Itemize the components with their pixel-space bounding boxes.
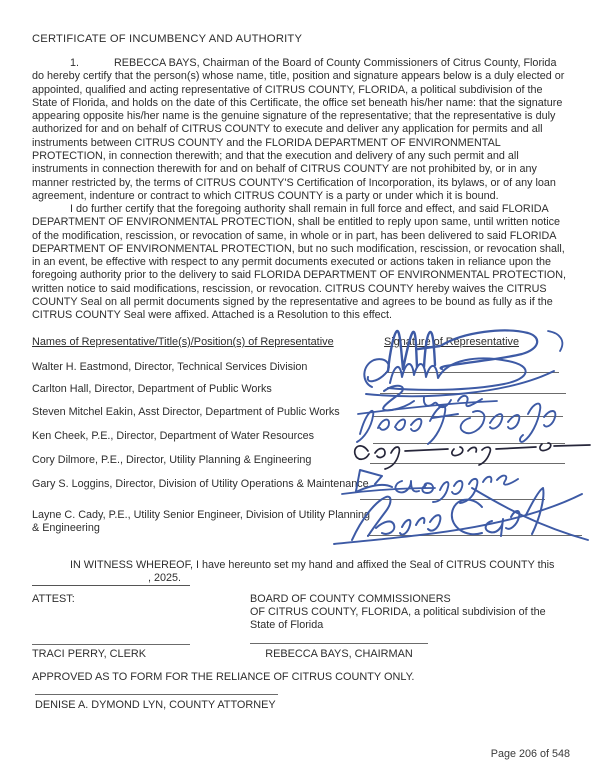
paragraph-2: I do further certify that the foregoing authority shall remain in full force and effect, and said FLORIDA DEPARTMENT OF ENVIRONMENTAL PROTECTION, shall be entitled to reply upon same, until written notice of the modification, rescission, or revocation of same, in whole or in part, has been delivered to said FLORIDA DEPARTMENT OF ENVIRONMENTAL PROTECTION, but no such modification, rescission, or revocation shall, in an event, be effective with respect to any permit documents executed or actions taken in reliance upon the foregoing authority prior to the delivery to said FLORIDA DEPARTMENT OF ENVIRONMENTAL PROTECTION, written notice to said modifications, rescission, or revocation. CITRUS COUNTY hereby waives the CITRUS COUNTY Seal on all permit documents signed by the representative and agrees to be bound as fully as if the CITRUS COUNTY Seal were affixed. Attached is a Resolution to this effect. (32, 203, 567, 322)
document-title: CERTIFICATE OF INCUMBENCY AND AUTHORITY (32, 33, 303, 45)
witness-clause: IN WITNESS WHEREOF, I have hereunto set my hand and affixed the Seal of CITRUS COUNTY this (70, 559, 555, 571)
representative-name: Carlton Hall, Director, Department of Public Works (32, 383, 272, 395)
attorney-signature-line (35, 694, 278, 695)
representative-name: Ken Cheek, P.E., Director, Department of Water Resources (32, 430, 315, 442)
signature-line (360, 499, 545, 500)
board-line-1: BOARD OF COUNTY COMMISSIONERS (250, 593, 451, 605)
attorney-name: DENISE A. DYMOND LYN, COUNTY ATTORNEY (35, 699, 276, 711)
board-block (250, 593, 572, 633)
signature-line (367, 535, 582, 536)
page-number: Page 206 of 548 (490, 748, 570, 760)
date-blank-line (32, 572, 190, 586)
attest-label: ATTEST: (32, 593, 75, 605)
representative-name: Walter H. Eastmond, Director, Technical Services Division (32, 361, 308, 373)
chairman-signature-line (250, 643, 428, 644)
representative-name: Gary S. Loggins, Director, Division of Utility Operations & Maintenance (32, 478, 369, 490)
representative-name: Steven Mitchel Eakin, Asst Director, Department of Public Works (32, 406, 340, 418)
representatives-section (32, 336, 588, 564)
names-column-header: Names of Representative/Title(s)/Position(s) of Representative (32, 336, 334, 348)
signature-walter-eastmond (380, 327, 575, 377)
signature-line (373, 443, 565, 444)
signature-line (373, 416, 563, 417)
signature-ken-cheek (350, 396, 565, 448)
representative-name: Layne C. Cady, P.E., Utility Senior Engineer, Division of Utility Planning & Engineering (32, 509, 371, 535)
representative-name: Cory Dilmore, P.E., Director, Utility Planning & Engineering (32, 454, 312, 466)
chairman-name: REBECCA BAYS, CHAIRMAN (265, 648, 413, 660)
signature-line (380, 393, 566, 394)
clerk-signature-line (32, 644, 190, 645)
paragraph-1-text: REBECCA BAYS, Chairman of the Board of County Commissioners of Citrus County, Florida do hereby certify that the person(s) whose name, title, position and signature appears below is a duly elected or appointed, qualified and acting representative of CITRUS COUNTY, FLORIDA, a political subdivision of the State of Florida, and holds on the date of this Certificate, the office set beneath his/her name: that the signature appearing opposite his/her name is the genuine signature of the representative; that the representative is duly authorized for and on behalf of CITRUS COUNTY to execute and deliver any application for permits and all instruments between CITRUS COUNTY and the FLORIDA DEPARTMENT OF ENVIRONMENTAL PROTECTION, in connection therewith; and that the execution and delivery of any such permit and all instruments in connection therewith for and on behalf of CITRUS COUNTY are not prohibited by, or in any manner restricted by, the terms of CITRUS COUNTY'S Certification of Incorporation, its bylaws, or of any loan agreement, indenture or contract to which CITRUS COUNTY is a party or under which it is bound. (32, 57, 565, 202)
clerk-name: TRACI PERRY, CLERK (32, 648, 146, 660)
year-text: , 2025. (148, 572, 182, 584)
board-line-2: OF CITRUS COUNTY, FLORIDA, a political subdivision of the (250, 606, 546, 619)
approval-statement: APPROVED AS TO FORM FOR THE RELIANCE OF CITRUS COUNTY ONLY. (32, 671, 415, 683)
signature-line (385, 372, 559, 373)
signature-line (370, 463, 565, 464)
board-line-3: State of Florida (250, 619, 324, 632)
signature-column-header: Signature of Representative (384, 336, 520, 348)
paragraph-1 (32, 57, 569, 203)
paragraph-1-number: 1. (70, 57, 80, 69)
